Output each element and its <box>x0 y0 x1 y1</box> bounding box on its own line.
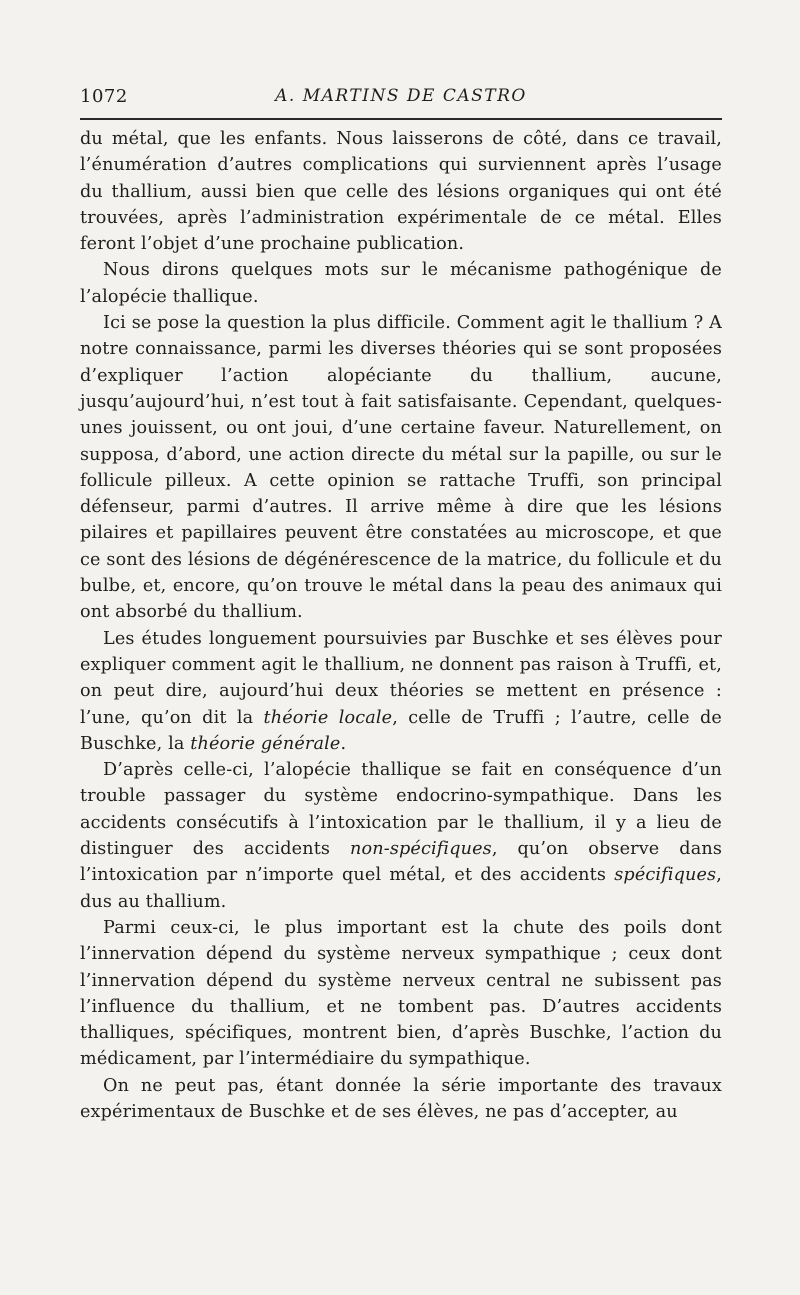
page-header <box>80 82 722 120</box>
running-head: A. MARTINS DE CASTRO <box>275 86 527 106</box>
paragraph-1: du métal, que les enfants. Nous laisserons de côté, dans ce travail, l’énumération d’autres complications qui surviennent après l’usage du thallium, aussi bien que celle des lésions organiques qui ont été trouvées, après l’administration expérimentale de ce métal. Elles feront l’objet d’une prochaine publication. <box>80 129 722 255</box>
emphasis-specifiques: spécifiques <box>614 865 717 886</box>
paragraph-4-text-a: Les études longuement poursuivies par Buschke et ses élèves pour expliquer comment agit le thallium, ne donnent pas raison à Truffi, et, on peut dire, aujourd’hui deux théories se mettent en présence : l’une, qu’on dit la <box>80 628 722 728</box>
emphasis-theorie-locale: théorie locale <box>263 707 393 728</box>
paragraph-7: On ne peut pas, étant donnée la série importante des travaux expérimentaux de Buschke et de ses élèves, ne pas d’accepter, au <box>80 1075 722 1122</box>
paragraph-4-text-b: , celle de Truffi ; l’autre, celle de Buschke, la <box>80 707 722 754</box>
body-text <box>80 126 722 1125</box>
paragraph-2: Nous dirons quelques mots sur le mécanisme pathogénique de l’alopécie thallique. <box>80 260 722 307</box>
paragraph-3: Ici se pose la question la plus difficile. Comment agit le thallium ? A notre connaissance, parmi les diverses théories qui se sont proposées d’expliquer l’action alopéciante du thallium, aucune, jusqu’aujourd’hui, n’est tout à fait satisfaisante. Cependant, quelques-unes jouissent, ou ont joui, d’une certaine faveur. Naturellement, on supposa, d’abord, une action directe du métal sur la papille, ou sur le follicule pilleux. A cette opinion se rattache Truffi, son principal défenseur, parmi d’autres. Il arrive même à dire que les lésions pilaires et papillaires peuvent être constatées au microscope, et que ce sont des lésions de dégénérescence de la matrice, du follicule et du bulbe, et, encore, qu’on trouve le métal dans la peau des animaux qui ont absorbé du thallium. <box>80 313 722 623</box>
paragraph-5-text-c: , dus au thallium. <box>80 865 722 912</box>
paragraph-4-text-c: . <box>340 733 347 754</box>
paragraph-5 <box>80 757 722 915</box>
paragraph-5-text-a: D’après celle-ci, l’alopécie thallique se fait en conséquence d’un trouble passager du système endocrino-sympathique. Dans les accidents consécutifs à l’intoxication par le thallium, il y a lieu de distinguer des accidents <box>80 760 722 860</box>
emphasis-theorie-generale: théorie générale <box>190 733 341 754</box>
paragraph-6: Parmi ceux-ci, le plus important est la chute des poils dont l’innervation dépend du système nerveux sympathique ; ceux dont l’innervation dépend du système nerveux central ne subissent pas l’influence du thallium, et ne tombent pas. D’autres accidents thalliques, spécifiques, montrent bien, d’après Buschke, l’action du médicament, par l’intermédiaire du sympathique. <box>80 917 722 1070</box>
page-number: 1072 <box>80 86 128 107</box>
paragraph-4 <box>80 626 722 757</box>
paragraph-5-text-b: , qu’on observe dans l’intoxication par n’importe quel métal, et des accidents <box>80 839 722 886</box>
emphasis-non-specifiques: non-spécifiques <box>350 839 492 860</box>
